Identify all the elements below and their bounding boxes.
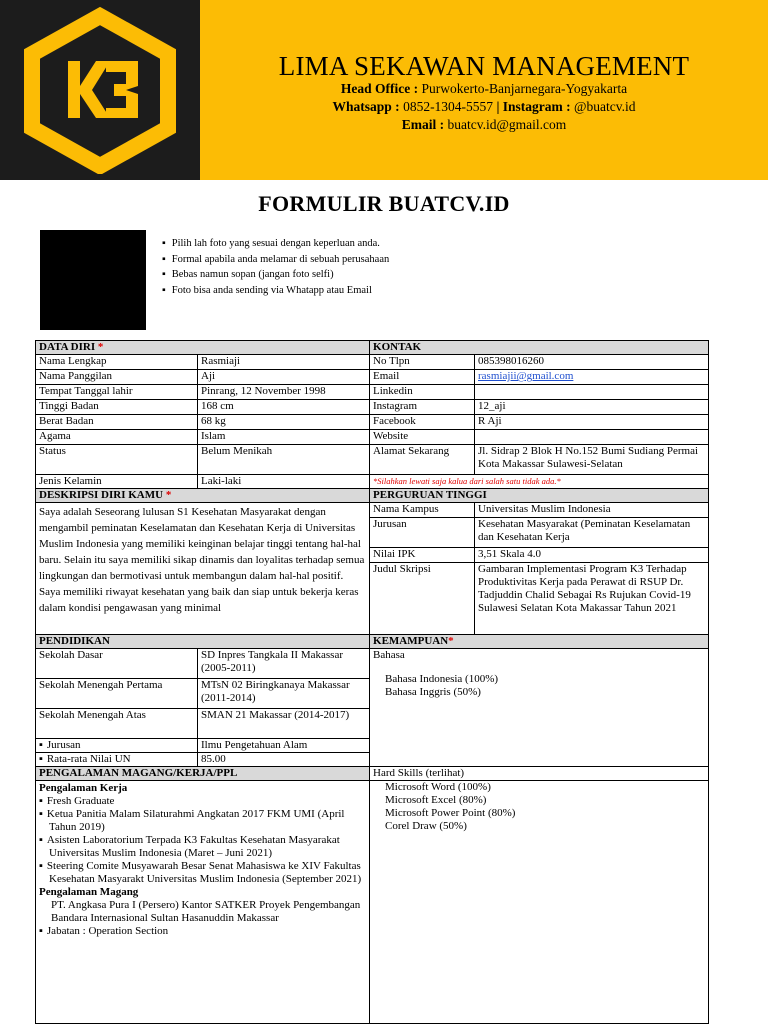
bahasa-item: Bahasa Inggris (50%) (385, 686, 481, 698)
header-banner (0, 0, 768, 180)
nilai-un-label: ▪ Rata-rata Nilai UN (36, 753, 198, 767)
photo-note: ▪ Formal apabila anda melamar di sebuah perusahaan (162, 252, 389, 268)
email-label: Email : (401, 117, 445, 132)
agama-value: Islam (198, 430, 370, 445)
kemampuan-bahasa (370, 649, 709, 767)
bahasa-label: Bahasa (373, 649, 405, 661)
pengalaman-content (36, 781, 370, 1024)
sma-label: Sekolah Menengah Atas (36, 709, 198, 739)
table-row (36, 430, 709, 445)
photo-note: ▪ Pilih lah foto yang sesuai dengan keperluan anda. (162, 236, 389, 252)
jurusan-label: Jurusan (370, 518, 475, 548)
facebook-label: Facebook (370, 415, 475, 430)
pengalaman-magang-label: Pengalaman Magang (39, 886, 139, 898)
list-item: ▪ Steering Comite Musyawarah Besar Senat Mahasiswa ke XIV Fakultas Kesehatan Masyarakt Universitas Muslim Indonesia (September 2021) (39, 860, 366, 886)
table-row (36, 649, 709, 679)
website-value (475, 430, 709, 445)
tinggi-label: Tinggi Badan (36, 400, 198, 415)
hard-skill-item: Corel Draw (50%) (385, 820, 467, 832)
table-row (36, 385, 709, 400)
alamat-value: Jl. Sidrap 2 Blok H No.152 Bumi Sudiang Permai Kota Makassar Sulawesi-Selatan (475, 445, 709, 475)
telp-value: 085398016260 (475, 355, 709, 370)
section-header-row (36, 635, 709, 649)
linkedin-label: Linkedin (370, 385, 475, 400)
alamat-label: Alamat Sekarang (370, 445, 475, 475)
agama-label: Agama (36, 430, 198, 445)
skripsi-value: Gambaran Implementasi Program K3 Terhadap Produktivitas Kerja pada Perawat di RSUP Dr. Tadjuddin Chalid Sebagai Rs Rujukan Covid-19 Sulawesi Selatan Kota Makassar Tahun 2021 (475, 563, 709, 635)
bahasa-item: Bahasa Indonesia (100%) (385, 673, 499, 685)
kemampuan-header: KEMAMPUAN* (370, 635, 709, 649)
jurusan-sma-label: ▪ Jurusan (36, 739, 198, 753)
sma-value: SMAN 21 Makassar (2014-2017) (198, 709, 370, 739)
smp-value: MTsN 02 Biringkanaya Makassar (2011-2014) (198, 679, 370, 709)
pengalaman-header: PENGALAMAN MAGANG/KERJA/PPL (36, 767, 370, 781)
section-header-row (36, 489, 709, 503)
nama-lengkap-value: Rasmiaji (198, 355, 370, 370)
photo-note: ▪ Bebas namun sopan (jangan foto selfi) (162, 267, 389, 283)
table-row (36, 781, 709, 1024)
photo-placeholder (40, 230, 146, 330)
email-line (200, 116, 768, 134)
tinggi-value: 168 cm (198, 400, 370, 415)
table-row (36, 415, 709, 430)
k3-hexagon-logo-icon (20, 6, 180, 174)
email-value-cell (475, 370, 709, 385)
deskripsi-text: Saya adalah Seseorang lulusan S1 Kesehatan Masyarakat dengan mengambil peminatan Keselamatan dan Kesehatan Kerja di Universitas Muslim Indonesia yang memiliki keinginan belajar tinggi tentang hal-hal baru. Selain itu saya memiliki sikap dinamis dan loyalitas terhadap semua lingkungan dan bermotivasi untuk membangun dalam hal-hal positif. Saya memiliki riwayat kesehatan yang baik dan siap untuk bekerja keras dalam kondisi pengawasan yang minimal (36, 503, 370, 635)
kampus-label: Nama Kampus (370, 503, 475, 518)
nama-panggilan-label: Nama Panggilan (36, 370, 198, 385)
list-item: ▪ Ketua Panitia Malam Silaturahmi Angkatan 2017 FKM UMI (April Tahun 2019) (39, 808, 366, 834)
nilai-un-value: 85.00 (198, 753, 370, 767)
hard-skills-label: Hard Skills (terlihat) (370, 767, 709, 781)
separator: | (496, 99, 500, 114)
email-value: buatcv.id@gmail.com (447, 117, 567, 132)
nama-panggilan-value: Aji (198, 370, 370, 385)
ttl-label: Tempat Tanggal lahir (36, 385, 198, 400)
pengalaman-kerja-list (39, 795, 366, 886)
jurusan-sma-value: Ilmu Pengetahuan Alam (198, 739, 370, 753)
photo-note: ▪ Foto bisa anda sending via Whatapp atau Email (162, 283, 389, 299)
cv-form-table (35, 340, 709, 1024)
email-label-cell: Email (370, 370, 475, 385)
table-row (36, 767, 709, 781)
jurusan-value: Kesehatan Masyarakat (Peminatan Keselamatan dan Kesehatan Kerja (475, 518, 709, 548)
skripsi-label: Judul Skripsi (370, 563, 475, 635)
ipk-value: 3,51 Skala 4.0 (475, 548, 709, 563)
linkedin-value (475, 385, 709, 400)
table-row (36, 445, 709, 475)
deskripsi-header: DESKRIPSI DIRI KAMU * (36, 489, 370, 503)
facebook-value: R Aji (475, 415, 709, 430)
list-item: ▪ Fresh Graduate (39, 795, 366, 808)
instagram-label: Instagram : (502, 99, 571, 114)
contact-line (200, 98, 768, 116)
section-header-row (36, 341, 709, 355)
hard-skill-item: Microsoft Power Point (80%) (385, 807, 516, 819)
email-link[interactable]: rasmiajii@gmail.com (478, 370, 574, 382)
hard-skills-content (370, 781, 709, 1024)
table-row (36, 475, 709, 489)
pendidikan-header: PENDIDIKAN (36, 635, 370, 649)
head-office-line (200, 80, 768, 98)
table-row (36, 370, 709, 385)
data-diri-header: DATA DIRI * (36, 341, 370, 355)
whatsapp-label: Whatsapp : (332, 99, 400, 114)
magang-list (39, 925, 366, 938)
kampus-value: Universitas Muslim Indonesia (475, 503, 709, 518)
hard-skill-item: Microsoft Word (100%) (385, 781, 491, 793)
instagram-value-cell: 12_aji (475, 400, 709, 415)
perguruan-header: PERGURUAN TINGGI (370, 489, 709, 503)
instagram-value: @buatcv.id (574, 99, 636, 114)
table-row (36, 355, 709, 370)
status-label: Status (36, 445, 198, 475)
kontak-header: KONTAK (370, 341, 709, 355)
list-item: ▪ Jabatan : Operation Section (39, 925, 366, 938)
form-title: FORMULIR BUATCV.ID (258, 191, 510, 216)
table-row (36, 400, 709, 415)
logo-panel (0, 0, 200, 180)
ipk-label: Nilai IPK (370, 548, 475, 563)
sd-label: Sekolah Dasar (36, 649, 198, 679)
jenis-kelamin-value: Laki-laki (198, 475, 370, 489)
nama-lengkap-label: Nama Lengkap (36, 355, 198, 370)
whatsapp-value: 0852-1304-5557 (403, 99, 494, 114)
status-value: Belum Menikah (198, 445, 370, 475)
website-label: Website (370, 430, 475, 445)
berat-label: Berat Badan (36, 415, 198, 430)
contact-note: *Silahkan lewati saja kalua dari salah satu tidak ada.* (370, 475, 709, 489)
sd-value: SD Inpres Tangkala II Makassar (2005-2011) (198, 649, 370, 679)
telp-label: No Tlpn (370, 355, 475, 370)
head-office-label: Head Office : (340, 81, 419, 96)
list-item: ▪ Asisten Laboratorium Terpada K3 Fakultas Kesehatan Masyarakat Universitas Muslim Indonesia (Maret – Juni 2021) (39, 834, 366, 860)
table-row (36, 503, 709, 518)
photo-notes (162, 236, 389, 298)
company-name: LIMA SEKAWAN MANAGEMENT (278, 51, 690, 81)
instagram-label-cell: Instagram (370, 400, 475, 415)
head-office-value: Purwokerto-Banjarnegara-Yogyakarta (421, 81, 628, 96)
hard-skill-item: Microsoft Excel (80%) (385, 794, 487, 806)
berat-value: 68 kg (198, 415, 370, 430)
jenis-kelamin-label: Jenis Kelamin (36, 475, 198, 489)
ttl-value: Pinrang, 12 November 1998 (198, 385, 370, 400)
pengalaman-kerja-label: Pengalaman Kerja (39, 782, 128, 794)
magang-place: PT. Angkasa Pura I (Persero) Kantor SATKER Proyek Pengembangan Bandara Internasional Sultan Hasanuddin Makassar (51, 899, 361, 924)
smp-label: Sekolah Menengah Pertama (36, 679, 198, 709)
